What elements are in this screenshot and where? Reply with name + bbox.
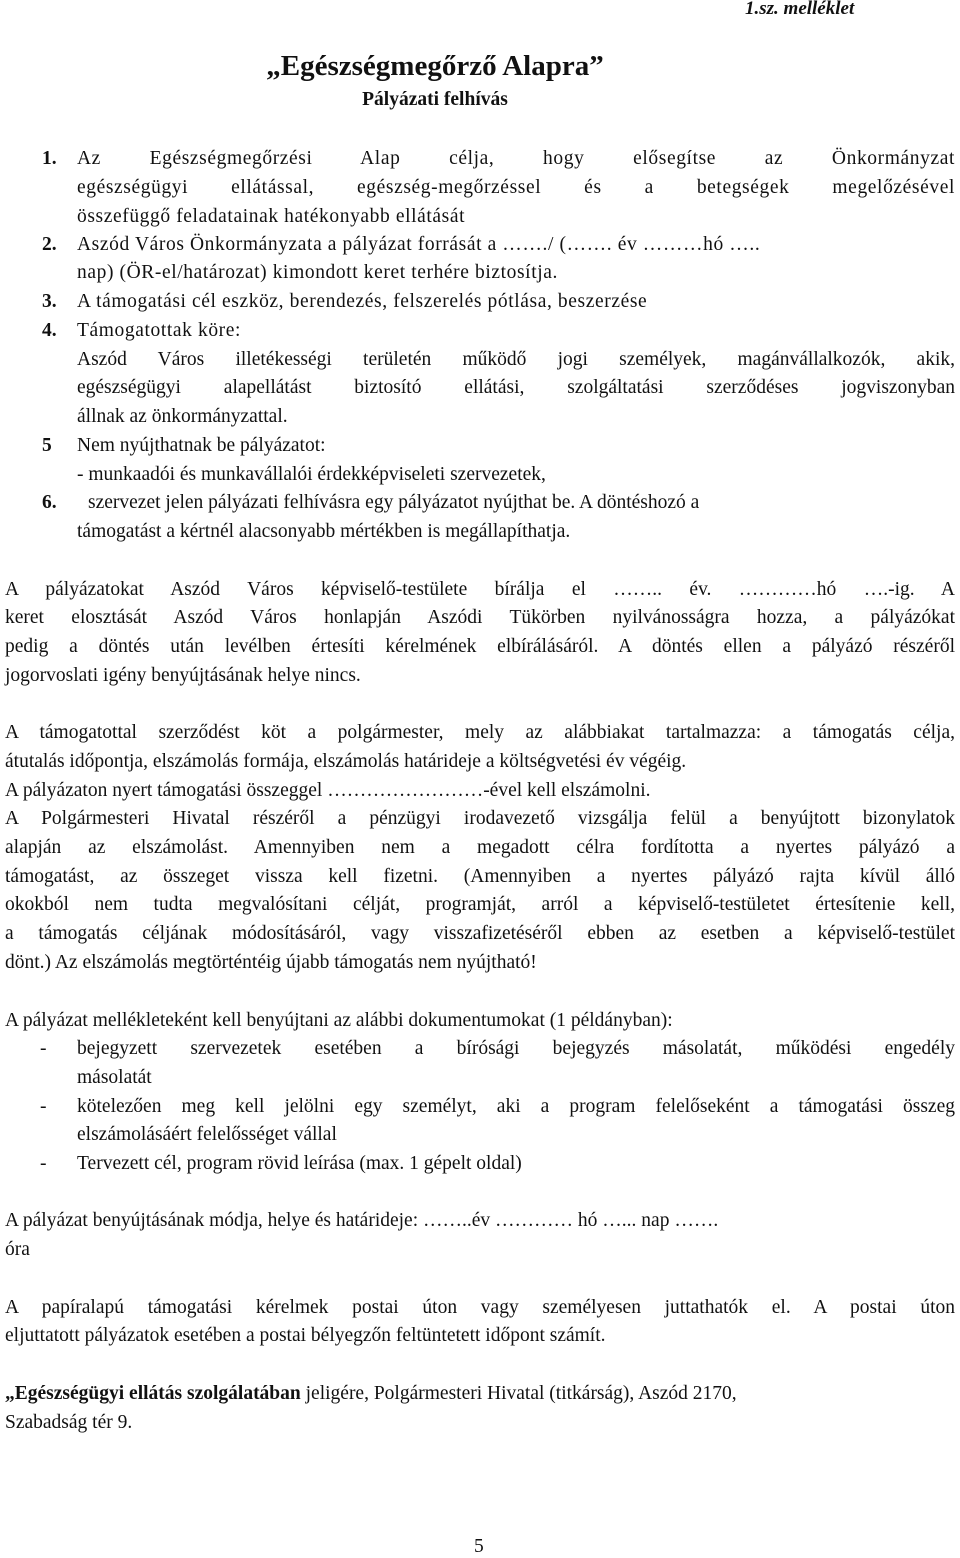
- attachment-line: elszámolásáért felelősséget vállal: [77, 1124, 337, 1145]
- item-6-line: támogatást a kértnél alacsonyabb mértékben is megállapíthatja.: [77, 521, 571, 542]
- contract-paragraph-line: A támogatottal szerződést köt a polgármester, mely az alábbiakat tartalmazza: a támogatás célja,: [5, 722, 955, 743]
- page-subtitle: Pályázati felhívás: [362, 89, 508, 110]
- item-2-line: nap) (ÖR-el/határozat) kimondott keret terhére biztosítja.: [77, 262, 558, 283]
- item-number: 3.: [42, 291, 57, 312]
- item-4-line: Támogatottak köre:: [77, 320, 242, 341]
- item-4-line: állnak az önkormányzattal.: [77, 406, 288, 427]
- item-4-line: Aszód Város illetékességi területén működő jogi személyek, magánvállalkozók, akik,: [77, 349, 955, 370]
- attachment-line: Tervezett cél, program rövid leírása (max. 1 gépelt oldal): [77, 1153, 522, 1174]
- address-paragraph-line: [5, 1380, 955, 1408]
- item-number: 1.: [42, 148, 57, 169]
- attachments-intro: A pályázat mellékleteként kell benyújtani az alábbi dokumentumokat (1 példányban):: [5, 1010, 673, 1031]
- postal-paragraph-line: eljuttatott pályázatok esetében a postai bélyegzőn feltüntetett időpont számít.: [5, 1325, 606, 1346]
- evaluation-paragraph-line: jogorvoslati igény benyújtásának helye nincs.: [5, 665, 361, 686]
- bullet-dash: -: [40, 1038, 47, 1059]
- evaluation-paragraph-line: keret elosztását Aszód Város honlapján Aszódi Tükörben nyilvánosságra hozza, a pályázókat: [5, 607, 955, 628]
- page-title: „Egészségmegőrző Alapra”: [266, 50, 604, 82]
- item-5-line: - munkaadói és munkavállalói érdekképviseleti szervezetek,: [77, 464, 546, 485]
- bullet-dash: -: [40, 1153, 47, 1174]
- bullet-dash: -: [40, 1096, 47, 1117]
- contract-paragraph-line: a támogatás céljának módosításáról, vagy visszafizetéséről ebben az esetben a képviselő-testület: [5, 923, 955, 944]
- page-number: 5: [474, 1536, 484, 1557]
- item-1-line: Az Egészségmegőrzési Alap célja, hogy elősegítse az Önkormányzat: [77, 148, 955, 169]
- address-rest: jeligére, Polgármesteri Hivatal (titkárság), Aszód 2170,: [300, 1383, 737, 1404]
- item-1-line: összefüggő feladatainak hatékonyabb ellátását: [77, 206, 466, 227]
- item-3-line: A támogatási cél eszköz, berendezés, felszerelés pótlása, beszerzése: [77, 291, 648, 312]
- contract-paragraph-line: alapján az elszámolást. Amennyiben nem a megadott célra fordította a nyertes pályázó a: [5, 837, 955, 858]
- contract-paragraph-line: dönt.) Az elszámolás megtörténtéig újabb támogatás nem nyújtható!: [5, 952, 537, 973]
- item-number: 5: [42, 435, 52, 456]
- item-number: 2.: [42, 234, 57, 255]
- contract-paragraph-line: A pályázaton nyert támogatási összeggel ……………………-ével kell elszámolni.: [5, 780, 651, 801]
- submission-paragraph-line: óra: [5, 1239, 30, 1260]
- postal-paragraph-line: A papíralapú támogatási kérelmek postai úton vagy személyesen juttathatók el. A postai úton: [5, 1297, 955, 1318]
- contract-paragraph-line: támogatást, az összeget vissza kell fizetni. (Amennyiben a nyertes pályázó rajta kívül álló: [5, 866, 955, 887]
- item-number: 4.: [42, 320, 57, 341]
- submission-paragraph-line: A pályázat benyújtásának módja, helye és határideje: ……..év ………… hó …... nap …….: [5, 1210, 719, 1231]
- item-5-line: Nem nyújthatnak be pályázatot:: [77, 435, 326, 456]
- attachment-line: kötelezően meg kell jelölni egy személyt, aki a program felelőseként a támogatási összeg: [77, 1096, 955, 1117]
- attachment-line: másolatát: [77, 1067, 152, 1088]
- item-1-line: egészségügyi ellátással, egészség-megőrzéssel és a betegségek megelőzésével: [77, 177, 955, 198]
- evaluation-paragraph-line: pedig a döntés után levélben értesíti kérelmének elbírálásáról. A döntés ellen a pályázó részéről: [5, 636, 955, 657]
- annex-label: 1.sz. melléklet: [745, 0, 855, 19]
- contract-paragraph-line: A Polgármesteri Hivatal részéről a pénzügyi irodavezető vizsgálja felül a benyújtott bizonylatok: [5, 808, 955, 829]
- item-2-line: Aszód Város Önkormányzata a pályázat forrását a ……./ (……. év ………hó …..: [77, 234, 761, 255]
- contract-paragraph-line: okokból nem tudta megvalósítani célját, programját, arról a képviselő-testületet értesítenie kell,: [5, 894, 955, 915]
- item-6-line: szervezet jelen pályázati felhívásra egy pályázatot nyújthat be. A döntéshozó a: [88, 492, 700, 513]
- contract-paragraph-line: átutalás időpontja, elszámolás formája, elszámolás határideje a költségvetési év végéig.: [5, 751, 687, 772]
- address-paragraph-line: Szabadság tér 9.: [5, 1412, 133, 1433]
- address-keyword: „Egészségügyi ellátás szolgálatában: [5, 1383, 301, 1404]
- item-4-line: egészségügyi alapellátást biztosító ellátási, szolgáltatási szerződéses jogviszonyban: [77, 377, 955, 398]
- item-number: 6.: [42, 492, 57, 513]
- attachment-line: bejegyzett szervezetek esetében a bírósági bejegyzés másolatát, működési engedély: [77, 1038, 955, 1059]
- evaluation-paragraph-line: A pályázatokat Aszód Város képviselő-testülete bírálja el …….. év. …………hó ….-ig. A: [5, 579, 955, 600]
